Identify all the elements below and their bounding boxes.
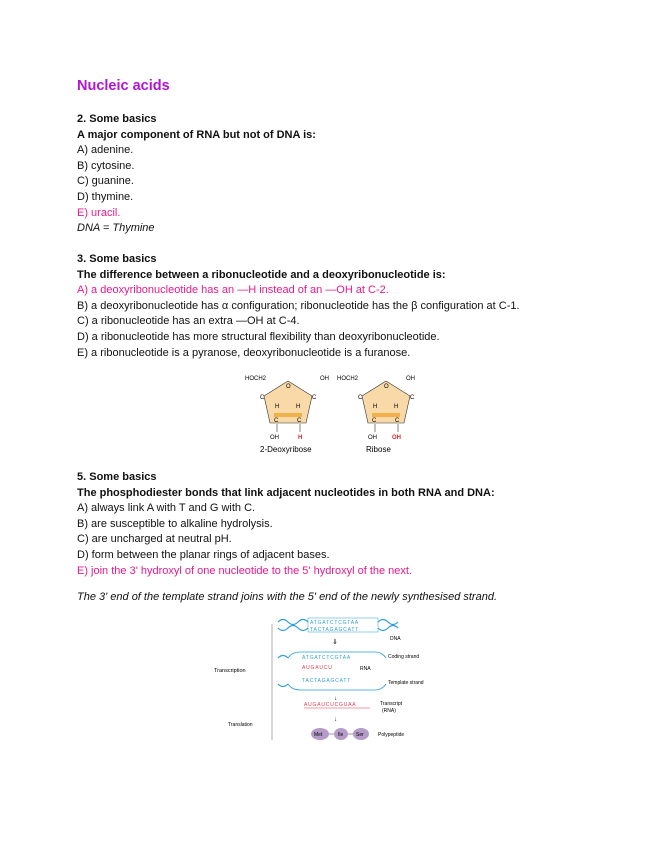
amino-acid-ile-label: Ile: [338, 732, 344, 738]
option-d: D) a ribonucleotide has more structural flexibility than deoxyribonucleotide.: [77, 330, 440, 343]
deoxyribose-c3-oh: OH: [270, 435, 279, 441]
mrna-label: (RNA): [382, 708, 396, 714]
rna-label: RNA: [360, 666, 371, 672]
amino-acid-met-label: Met: [314, 732, 323, 738]
template-strand-label: Template strand: [388, 680, 424, 686]
down-arrow-icon: ⇓: [332, 639, 338, 646]
question-text: The difference between a ribonucleotide and a deoxyribonucleotide is:: [77, 268, 446, 281]
answer-note: The 3' end of the template strand joins with the 5' end of the newly synthesised strand.: [77, 591, 498, 603]
option-b: B) are susceptible to alkaline hydrolysis.: [77, 517, 273, 530]
dna-wave: [278, 620, 308, 625]
question-text: A major component of RNA but not of DNA is:: [77, 128, 316, 141]
dna-wave: [278, 626, 308, 631]
dna-wave: [278, 656, 288, 659]
deoxyribose-c3: C: [274, 418, 279, 424]
answer-note: DNA = Thymine: [77, 222, 155, 235]
ribose-c3-oh: OH: [368, 435, 377, 441]
ribose-c2-oh-highlight: OH: [392, 435, 401, 441]
option-d: D) thymine.: [77, 190, 134, 203]
deoxyribose-c2-h-highlight: H: [298, 435, 303, 441]
deoxyribose-band: [274, 413, 302, 417]
ribose-c3: C: [372, 418, 377, 424]
page-title: Nucleic acids: [77, 78, 170, 94]
option-e-correct: E) join the 3' hydroxyl of one nucleotide to the 5' hydroxyl of the next.: [77, 564, 413, 577]
option-c: C) a ribonucleotide has an extra —OH at C-4.: [77, 315, 300, 328]
template-strand-curve: [288, 684, 386, 690]
deoxyribose-c1-oh: OH: [320, 376, 329, 382]
option-b: B) cytosine.: [77, 159, 135, 172]
deoxyribose-c3-h: H: [275, 404, 280, 410]
amino-acid-ser-label: Ser: [356, 732, 364, 738]
question-5: [77, 470, 495, 579]
ribose-c1-oh: OH: [406, 376, 415, 382]
deoxyribose-label: 2-Deoxyribose: [260, 445, 312, 454]
ribose-c1: C: [410, 395, 415, 401]
ribose-structure: [337, 376, 415, 454]
transcript-label: Transcript: [380, 701, 403, 707]
down-arrow-icon: ↓: [334, 717, 337, 723]
ribose-c2: C: [395, 418, 400, 424]
question-2: [77, 112, 316, 237]
option-a: A) adenine.: [77, 144, 134, 157]
option-e-correct: E) uracil.: [77, 206, 121, 219]
ribose-c4: C: [358, 395, 363, 401]
template-strand-sequence: TACTAGAGCATT: [302, 678, 352, 684]
ribose-hoch2: HOCH2: [337, 376, 359, 382]
ribose-band: [372, 413, 400, 417]
option-a-correct: A) a deoxyribonucleotide has an —H instead of an —OH at C-2.: [77, 284, 389, 297]
ribose-c2-h: H: [394, 404, 399, 410]
deoxyribose-c2: C: [297, 418, 302, 424]
coding-strand-sequence: ATGATCTCGTAA: [302, 655, 352, 661]
transcription-diagram: [210, 612, 440, 744]
deoxyribose-c4: C: [260, 395, 265, 401]
dna-wave: [378, 620, 398, 625]
dna-bottom-sequence: TACTAGAGCATT: [310, 627, 360, 633]
dna-wave: [378, 626, 398, 631]
ribose-label: Ribose: [366, 445, 391, 454]
mrna-sequence: AUGAUCUCGUAA: [304, 702, 357, 708]
ribose-o: O: [384, 384, 389, 390]
deoxyribose-c1: C: [312, 395, 317, 401]
rna-sequence: AUGAUCU: [302, 665, 333, 671]
option-b: B) a deoxyribonucleotide has α configuration; ribonucleotide has the β configuration at C-1.: [77, 299, 520, 312]
coding-strand-label: Coding strand: [388, 654, 420, 660]
deoxyribose-structure: [245, 376, 329, 454]
question-3: [77, 252, 520, 361]
deoxyribose-o: O: [286, 384, 291, 390]
option-e: E) a ribonucleotide is a pyranose, deoxyribonucleotide is a furanose.: [77, 346, 411, 359]
option-c: C) guanine.: [77, 175, 134, 188]
option-d: D) form between the planar rings of adjacent bases.: [77, 548, 330, 561]
sugar-structures-figure: [240, 368, 430, 458]
dna-wave: [278, 684, 288, 687]
question-text: The phosphodiester bonds that link adjacent nucleotides in both RNA and DNA:: [77, 486, 495, 499]
translation-label: Translation: [228, 722, 253, 728]
dna-top-sequence: ATGATCTCGTAA: [310, 620, 360, 626]
down-arrow-icon: ↓: [334, 696, 337, 702]
ribose-c3-h: H: [373, 404, 378, 410]
transcription-label: Transcription: [214, 668, 246, 674]
option-a: A) always link A with T and G with C.: [77, 502, 256, 515]
polypeptide-label: Polypeptide: [378, 732, 405, 738]
deoxyribose-c2-h: H: [296, 404, 301, 410]
option-c: C) are uncharged at neutral pH.: [77, 533, 232, 546]
dna-label: DNA: [390, 636, 401, 642]
question-heading: 3. Some basics: [77, 253, 157, 265]
question-heading: 5. Some basics: [77, 471, 157, 483]
question-heading: 2. Some basics: [77, 113, 157, 125]
deoxyribose-hoch2: HOCH2: [245, 376, 267, 382]
